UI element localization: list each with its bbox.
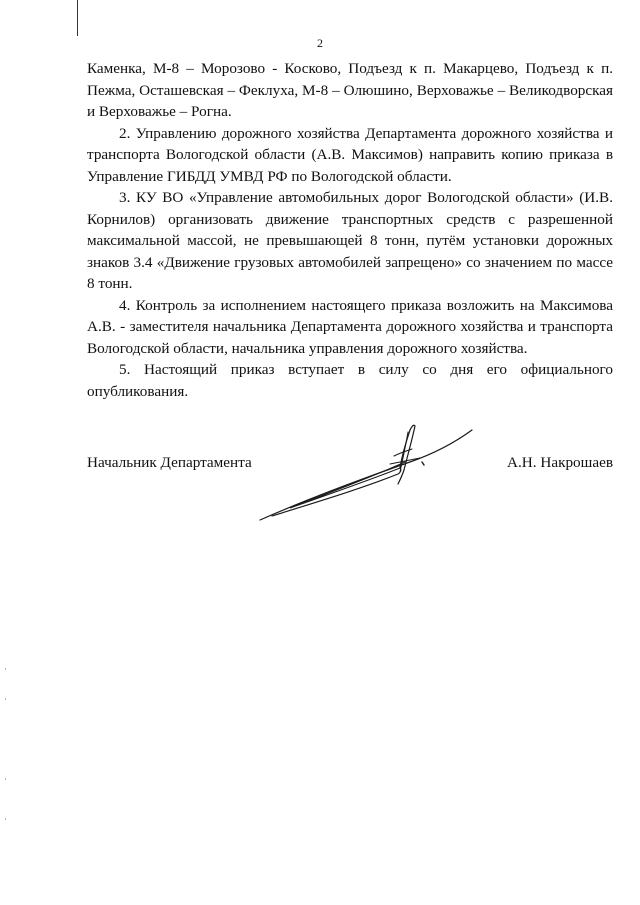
handwritten-signature	[250, 418, 480, 528]
paragraph-item-5: 5. Настоящий приказ вступает в силу со дня его официального опубликования.	[87, 361, 613, 400]
paragraph-item-3: 3. КУ ВО «Управление автомобильных дорог Вологодской области» (И.В. Корнилов) организовать движение транспортных средств с разрешенной максимальной массой, не превышающей 8 тонн, путём установки дорожных знаков 3.4 «Движение грузовых автомобилей запрещено» со значением по массе 8 тонн.	[87, 189, 613, 292]
paragraph-item-4: 4. Контроль за исполнением настоящего приказа возложить на Максимова А.В. - заместителя начальника Департамента дорожного хозяйства и транспорта Вологодской области, начальника управления дорожного хозяйства.	[87, 296, 613, 357]
paragraph-continuation: Каменка, М-8 – Морозово - Косково, Подъезд к п. Макарцево, Подъезд к п. Пежма, Осташевская – Феклуха, М-8 – Олюшино, Верховажье – Великодворская и Верховажье – Рогна.	[87, 60, 613, 120]
signatory-title: Начальник Департамента	[87, 454, 252, 471]
page-number: 2	[317, 36, 323, 50]
signatory-name: А.Н. Накрошаев	[507, 454, 613, 471]
document-body	[87, 58, 613, 402]
paragraph-item-2: 2. Управлению дорожного хозяйства Департамента дорожного хозяйства и транспорта Вологодской области (А.В. Максимов) направить копию приказа в Управление ГИБДД УМВД РФ по Вологодской области.	[87, 124, 613, 185]
scan-margin-line	[77, 0, 78, 36]
